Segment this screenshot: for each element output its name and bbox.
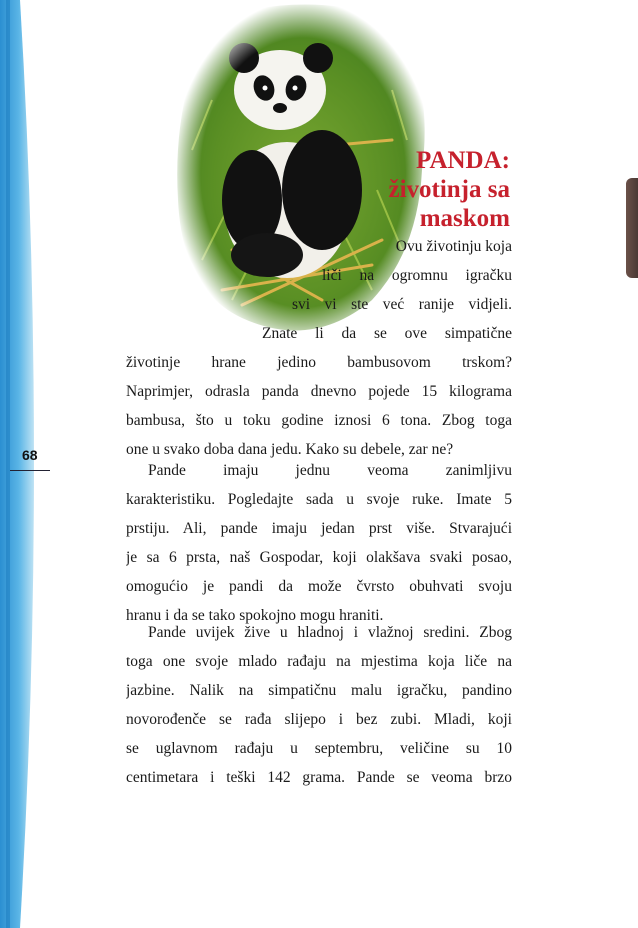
title-line: maskom (419, 205, 510, 232)
page-number-underline (10, 470, 50, 471)
text-line: Ovu životinju koja (395, 238, 512, 255)
text-line: karakteristiku. Pogledajte sada u svoje ruke. Imate 5 (126, 491, 512, 508)
text-line: se uglavnom rađaju u septembru, veličine su 10 (126, 740, 512, 757)
text-line: životinje hrane jedino bambusovom trskom? (126, 354, 512, 371)
adjacent-page-strip (626, 178, 638, 278)
text-line: Pande imaju jednu veoma zanimljivu (148, 462, 512, 479)
text-line: one u svako doba dana jedu. Kako su debele, zar ne? (126, 441, 454, 458)
text-line: Znate li da se ove simpatične (262, 325, 512, 342)
text-line: liči na ogromnu igračku (322, 267, 512, 284)
text-line: toga one svoje mlado rađaju na mjestima koja liče na (126, 653, 512, 670)
text-line: jazbine. Nalik na simpatičnu malu igračku, pandino (126, 682, 512, 699)
text-line: bambusa, što u toku godine iznosi 6 tona. Zbog toga (126, 412, 512, 429)
article-title (330, 146, 510, 233)
text-line: Pande uvijek žive u hladnoj i vlažnoj sredini. Zbog (148, 624, 512, 641)
text-line: novorođenče se rađa slijepo i bez zubi. Mladi, koji (126, 711, 512, 728)
title-line: životinja sa (388, 176, 510, 203)
paragraph-1 (126, 232, 512, 464)
text-line: je sa 6 prsta, naš Gospodar, koji olakšava svaki posao, (126, 549, 512, 566)
text-line: svi vi ste već ranije vidjeli. (292, 296, 512, 313)
text-line: centimetara i teški 142 grama. Pande se veoma brzo (126, 769, 512, 786)
paragraph-3 (126, 618, 512, 792)
text-line: hranu i da se tako spokojno mogu hraniti. (126, 607, 384, 624)
text-line: prstiju. Ali, pande imaju jedan prst više. Stvarajući (126, 520, 512, 537)
paragraph-2 (126, 456, 512, 630)
text-line: Naprimjer, odrasla panda dnevno pojede 15 kilograma (126, 383, 512, 400)
page-number: 68 (22, 447, 38, 463)
title-line: PANDA: (416, 147, 510, 174)
text-line: omogućio je pandi da može čvrsto obuhvati svoju (126, 578, 512, 595)
